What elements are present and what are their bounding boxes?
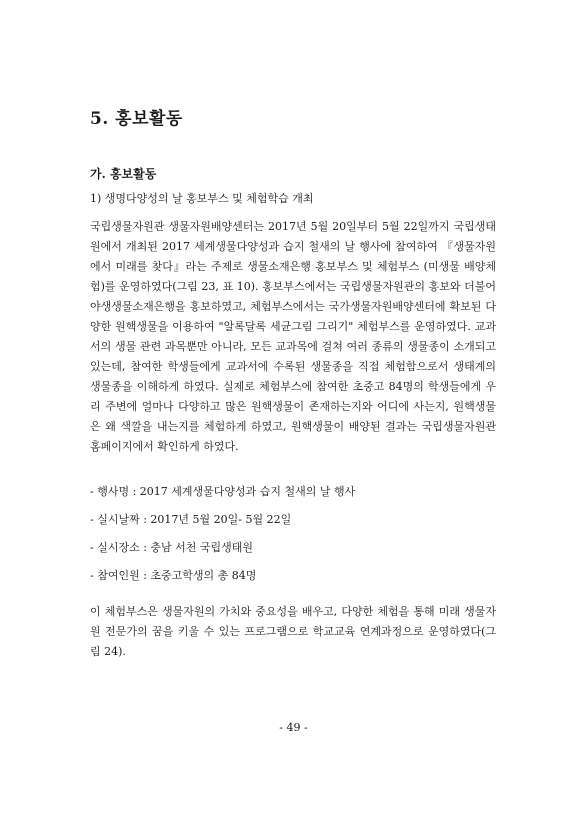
list-item-event-name: - 행사명 : 2017 세계생물다양성과 습지 철새의 날 행사 xyxy=(90,485,356,498)
item-title: 1) 생명다양성의 날 홍보부스 및 체험학습 개최 xyxy=(90,192,314,205)
event-details-list xyxy=(90,484,355,596)
list-item-event-date: - 실시날짜 : 2017년 5월 20일- 5월 22일 xyxy=(90,513,292,526)
body-paragraph-2: 이 체험부스은 생물자원의 가치와 중요성을 배우고, 다양한 체험을 통해 미래 생물자원 전문가의 꿈을 키울 수 있는 프로그램으로 학교교육 연계과정으로 운영하였다(그림 24). xyxy=(90,605,496,658)
body-paragraph-1: 국립생물자원관 생물자원배양센터는 2017년 5월 20일부터 5월 22일까지 국립생태원에서 개최된 2017 세계생물다양성과 습지 철새의 날 행사에 참여하여 『생물자원에서 미래를 찾다』라는 주제로 생물소재은행 홍보부스 및 체험부스 (미생물 배양체험)를 운영하였다(그림 23, 표 10). 홍보부스에서는 국립생물자원관의 홍보와 더불어 야생생물소재은행을 홍보하였고, 체험부스에서는 국가생물자원배양센터에 확보된 다양한 원핵생물을 이용하여 "알록달록 세균그림 그리기" 체험부스를 운영하였다. 교과서의 생물 관련 과목뿐만 아니라, 모든 교과목에 걸쳐 여러 종류의 생물종이 소개되고 있는데, 참여한 학생들에게 교과서에 수록된 생물종을 직접 체험함으로서 생태계의 생물종을 이해하게 하였다. 실제로 체험부스에 참여한 초중고 84명의 학생들에게 우리 주변에 얼마나 다양하고 많은 원핵생물이 존재하는지와 어디에 사는지, 원핵생물은 왜 색깔을 내는지를 체험하게 하였고, 원핵생물이 배양된 결과는 국립생물자원관 홈페이지에서 확인하게 하였다. xyxy=(90,220,496,453)
list-item-participants: - 참여인원 : 초중고학생의 총 84명 xyxy=(90,569,257,582)
page-number: - 49 - xyxy=(279,721,308,734)
list-item-event-place: - 실시장소 : 충남 서천 국립생태원 xyxy=(90,541,254,554)
subsection-title: 가. 홍보활동 xyxy=(90,167,157,181)
section-title: 5. 홍보활동 xyxy=(90,109,183,129)
